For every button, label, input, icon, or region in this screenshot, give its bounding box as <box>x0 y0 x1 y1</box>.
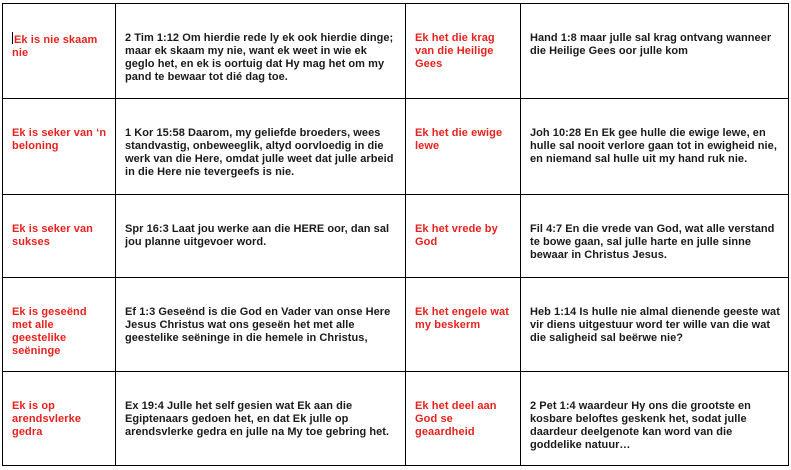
verse-text: Fil 4:7 En die vrede van God, wat alle verstand te bowe gaan, sal julle harte en julle sinne bewaar in Christus Jesus. <box>530 223 775 261</box>
verse-cell[interactable] <box>116 278 406 372</box>
promise-label-cell[interactable] <box>406 372 521 466</box>
promise-label: Ek het die ewige lewe <box>415 127 503 152</box>
table-row <box>3 372 789 466</box>
promise-label-cell[interactable] <box>3 99 116 195</box>
verse-cell[interactable] <box>116 372 406 466</box>
verse-cell[interactable] <box>116 4 406 99</box>
promise-label: Ek is op arendsvlerke gedra <box>12 400 82 438</box>
verse-text: Hand 1:8 maar julle sal krag ontvang wanneer die Heilige Gees oor julle kom <box>530 32 772 57</box>
verse-cell[interactable] <box>116 195 406 278</box>
promises-table <box>2 3 789 466</box>
verse-cell[interactable] <box>521 99 789 195</box>
verse-cell[interactable] <box>521 372 789 466</box>
promise-label: Ek is nie skaam nie <box>12 34 98 59</box>
verse-text: Ex 19:4 Julle het self gesien wat Ek aan die Egiptenaars gedoen het, en dat Ek julle op arendsvlerke gedra en julle na My toe gebring het. <box>125 400 390 438</box>
verse-cell[interactable] <box>116 99 406 195</box>
promise-label-cell[interactable] <box>3 278 116 372</box>
promise-label: Ek het engele wat my beskerm <box>415 306 510 331</box>
verse-text: 2 Pet 1:4 waardeur Hy ons die grootste en kosbare beloftes geskenk het, sodat julle daardeur deelgenote kan word van die goddelike natuur… <box>530 400 751 451</box>
table-row <box>3 195 789 278</box>
promise-label-cell[interactable] <box>406 4 521 99</box>
table-row <box>3 99 789 195</box>
verse-cell[interactable] <box>521 278 789 372</box>
promise-label: Ek is seker van ‘n beloning <box>12 127 107 152</box>
promise-label: Ek is geseënd met alle geestelike seëninge <box>12 306 87 357</box>
promise-label: Ek het vrede by God <box>415 223 498 248</box>
promise-label: Ek het deel aan God se geaardheid <box>415 400 497 438</box>
verse-text: Joh 10:28 En Ek gee hulle die ewige lewe, en hulle sal nooit verlore gaan tot in ewigheid nie, en niemand sal hulle uit my hand ruk nie. <box>530 127 777 165</box>
promise-label-cell[interactable] <box>406 99 521 195</box>
promise-label-cell[interactable] <box>406 195 521 278</box>
promise-label: Ek is seker van sukses <box>12 223 94 248</box>
verse-text: 1 Kor 15:58 Daarom, my geliefde broeders, wees standvastig, onbeweeglik, altyd oorvloedig in die werk van die Here, omdat julle weet dat julle arbeid in die Here nie tevergeefs is nie. <box>125 127 394 178</box>
table-row <box>3 4 789 99</box>
promise-label-cell[interactable] <box>3 195 116 278</box>
verse-cell[interactable] <box>521 4 789 99</box>
verse-text: Heb 1:14 Is hulle nie almal dienende geeste wat vir diens uitgestuur word ter wille van die wat die saligheid sal beërwe nie? <box>530 306 780 344</box>
verse-text: Ef 1:3 Geseënd is die God en Vader van onse Here Jesus Christus wat ons geseën het met alle geestelike seëninge in die hemele in Christus, <box>125 306 391 344</box>
promise-label-cell[interactable] <box>3 4 116 99</box>
text-cursor <box>12 32 13 44</box>
verse-cell[interactable] <box>521 195 789 278</box>
table-row <box>3 278 789 372</box>
promise-label-cell[interactable] <box>3 372 116 466</box>
verse-text: 2 Tim 1:12 Om hierdie rede ly ek ook hierdie dinge; maar ek skaam my nie, want ek weet in wie ek geglo het, en ek is oortuig dat Hy mag het om my pand te bewaar tot dié dag toe. <box>125 32 394 83</box>
promise-label-cell[interactable] <box>406 278 521 372</box>
verse-text: Spr 16:3 Laat jou werke aan die HERE oor, dan sal jou planne uitgevoer word. <box>125 223 390 248</box>
promise-label: Ek het die krag van die Heilige Gees <box>415 32 495 70</box>
